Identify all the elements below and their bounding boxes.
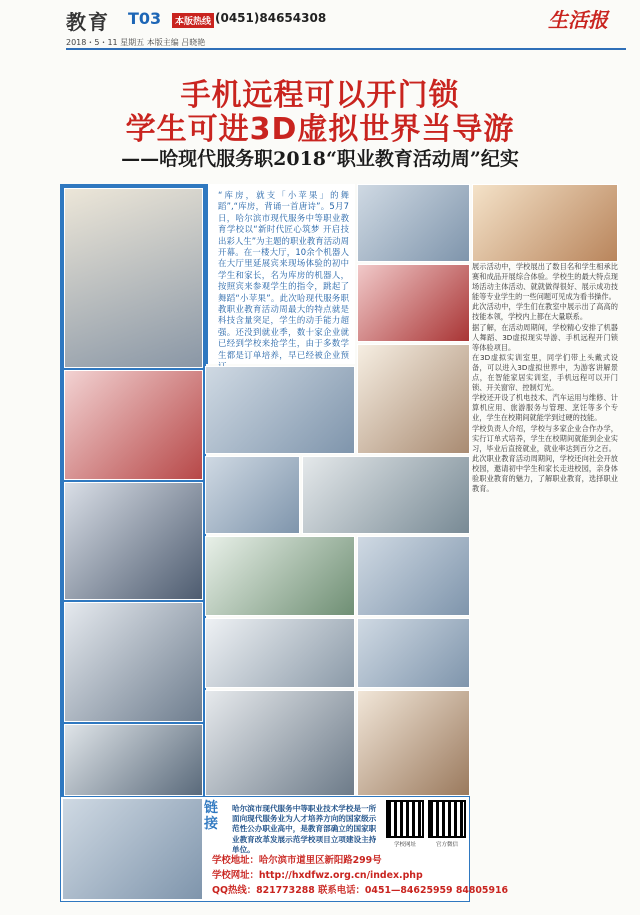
photo-robot-show xyxy=(64,188,203,368)
school-website[interactable]: 学校网址：http://hxdfwz.org.cn/index.php xyxy=(212,870,423,881)
school-contact: QQ热线：821773288 联系电话：0451—84625959 84805916 xyxy=(212,885,509,896)
qr-wechat-label: 官方微信 xyxy=(435,842,458,848)
photo-workshop xyxy=(205,456,300,534)
section-title: 教育 xyxy=(66,10,110,34)
photo-hall-banner xyxy=(357,264,470,342)
article-body: 展示活动中，学校展出了数目名和学生相承比赛和成品开展综合体验。学校生的最大特点现场活动主体活动、就就做得很好、展示成功技能等专业学生的一些问题可见成为看书操作。 此次活动中，学生们在教室中展示出了高高的技能本领，学校内上都在大量联系。 据了解，在活动周期间，学校精心安排了机器人舞蹈、3D虚拟现实导游、手机远程开门锁等体验项目。 在3D虚拟实训室里，同学们带上头戴式设备，可以进入3D虚拟世界中，为游客讲解景点，在智能家居实训室，手机远程可以开门锁、开关窗帘、控制灯光。 学校还开设了机电技术、汽车运用与维修、计算机应用、旅游服务与管理、烹饪等多个专业，学生在校期间就能学到过硬的技能。 学校负责人介绍，学校与多家企业合作办学，实行订单式培养，学生在校期间就能到企业实习，毕业后直接就业，就业率达到百分之百。 此次职业教育活动周期间，学校还向社会开放校园，邀请初中学生和家长走进校园，亲身体验职业教育的魅力，了解职业教育，选择职业教育。 xyxy=(472,262,618,494)
photo-school-gate xyxy=(64,370,203,480)
photo-mechanics xyxy=(357,536,470,616)
photo-students-uniform xyxy=(64,482,203,600)
qr-website-label: 学校网址 xyxy=(393,842,416,848)
headline-line-1: 手机远程可以开门锁 xyxy=(180,78,460,113)
photo-tea-ceremony xyxy=(357,690,470,796)
qr-code-website-icon xyxy=(386,800,424,838)
headline-line-2: 学生可进3D虚拟世界当导游 xyxy=(125,112,515,147)
hotline-badge: 本版热线 xyxy=(172,13,214,28)
photo-group-girls xyxy=(472,184,618,262)
photo-computer-lab xyxy=(302,456,470,534)
newspaper-logo: 生活报 xyxy=(548,8,608,32)
school-description: 哈尔滨市现代服务中等职业技术学校是一所面向现代服务业为人才培养方向的国家级示范性公办职业高中，是教育部确立的国家职业教育改革发展示范学校项目立项建设主持单位。 xyxy=(232,804,377,854)
photo-broadcast-studio xyxy=(62,798,203,900)
hotline-number: (0451)84654308 xyxy=(215,11,327,25)
school-address: 学校地址：哈尔滨市道里区新阳路299号 xyxy=(212,855,382,866)
photo-cake xyxy=(357,344,470,454)
photo-lab xyxy=(64,602,203,722)
photo-classroom xyxy=(205,536,355,616)
header-rule xyxy=(66,48,626,50)
qr-code-wechat-icon xyxy=(428,800,466,838)
page-number: T03 xyxy=(128,9,162,28)
photo-waiter-training xyxy=(205,690,355,796)
photo-vr-class xyxy=(357,184,470,262)
photo-training-room xyxy=(205,618,355,688)
intro-paragraph: “库房，就支「小苹果」的舞蹈”,“库房，背诵一首唐诗”。5月7日，哈尔滨市现代服务中等职业教育学校以“新时代匠心筑梦 开启技出彩人生”为主题的职业教育活动周开幕。在一楼大厅，10余个机器人在大厅里延展宾来现场体验的初中学生和家长，名为库房的机器人，按照宾来参观学生的指令，跳起了舞蹈“小苹果”。此次哈现代服务职教职业教育活动周最大的特点就是科技含量突足，学生的动手能力超强。还没到就业季，数十家企业就已经到学校来抢学生，由于多数学生都是订单培养，早已经被企业预 xyxy=(205,184,355,364)
issue-meta: 2018・5・11 星期五 本版主编 吕晓艳 xyxy=(66,38,206,47)
photo-visitors xyxy=(64,724,203,796)
photo-students-tables xyxy=(357,618,470,688)
link-label: 链接 xyxy=(204,800,218,832)
headline-subtitle: ——哈现代服务职2018“职业教育活动周”纪实 xyxy=(121,148,519,170)
photo-boys-uniform xyxy=(205,366,355,454)
